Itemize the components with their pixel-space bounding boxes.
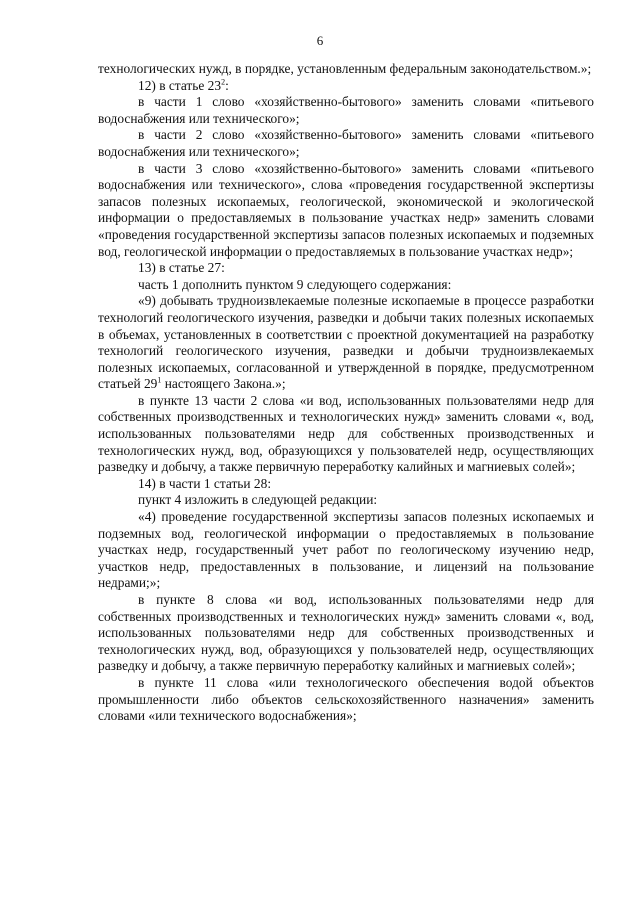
paragraph: технологических нужд, в порядке, установленным федеральным законодательством.»; (98, 61, 592, 76)
paragraph: в части 3 слово «хозяйственно-бытового» заменить словами «питьевого водоснабжения или технического», слова «проведения государственной экспертизы запасов полезных ископаемых, геологической, экономической и экологической информации о предоставляемых в пользование участках недр» заменить словами «проведения государственной экспертизы запасов полезных ископаемых и подземных вод, геологической информации о предоставляемых в пользование участках недр»; (98, 160, 594, 259)
paragraph-text: настоящего Закона.»; (161, 376, 286, 392)
paragraph: в пункте 13 части 2 слова «и вод, использованных пользователями недр для собственных производственных и технологических нужд» заменить словами «, вод, использованных пользователями недр для собственных производственных и технологических нужд, вод, образующихся у пользователей недр, осуществляющих разведку и добычу, а также первичную переработку калийных и магниевых солей»; (98, 392, 594, 475)
superscript: 2 (221, 77, 226, 87)
paragraph-article-23-2 (98, 78, 594, 95)
page-number: 6 (316, 33, 324, 48)
paragraph: «4) проведение государственной экспертизы запасов полезных ископаемых и подземных вод, геологической информации о предоставляемых в пользование участках недр, государственный учет работ по геологическому изучению недр, участков недр, предоставленных в пользование, и лицензий на пользование недрами;»; (98, 509, 594, 591)
paragraph-text: 12) в статье 23 (138, 77, 222, 93)
paragraph: в пункте 8 слова «и вод, использованных пользователями недр для собственных производственных и технологических нужд» заменить словами «, вод, использованных пользователями недр для собственных производственных и технологических нужд, вод, образующихся у пользователей недр, осуществляющих разведку и добычу, а также первичную переработку калийных и магниевых солей»; (98, 592, 594, 674)
paragraph: в части 1 слово «хозяйственно-бытового» заменить словами «питьевого водоснабжения или технического»; (98, 94, 594, 126)
paragraph: в части 2 слово «хозяйственно-бытового» заменить словами «питьевого водоснабжения или технического»; (98, 127, 594, 159)
paragraph-text: «9) добывать трудноизвлекаемые полезные ископаемые в процессе разработки технологий геологического изучения, разведки и добычи таких полезных ископаемых в объемах, установленных в соответствии с проектной документацией на разработку технологий геологического изучения, разведки и добычи трудноизвлекаемых полезных ископаемых, согласованной и утвержденной в порядке, предусмотренном статьей 29 (98, 293, 594, 392)
paragraph-text: : (225, 77, 229, 93)
paragraph-point-9 (98, 293, 594, 393)
paragraph: 14) в части 1 статьи 28: (138, 475, 272, 491)
paragraph: часть 1 дополнить пунктом 9 следующего содержания: (138, 276, 452, 292)
paragraph: пункт 4 изложить в следующей редакции: (138, 492, 378, 508)
document-body (98, 61, 594, 725)
superscript: 1 (157, 375, 162, 385)
paragraph: в пункте 11 слова «или технологического обеспечения водой объектов промышленности либо объектов сельскохозяйственного назначения» заменить словами «или технического водоснабжения»; (98, 674, 594, 724)
paragraph: 13) в статье 27: (138, 260, 225, 276)
